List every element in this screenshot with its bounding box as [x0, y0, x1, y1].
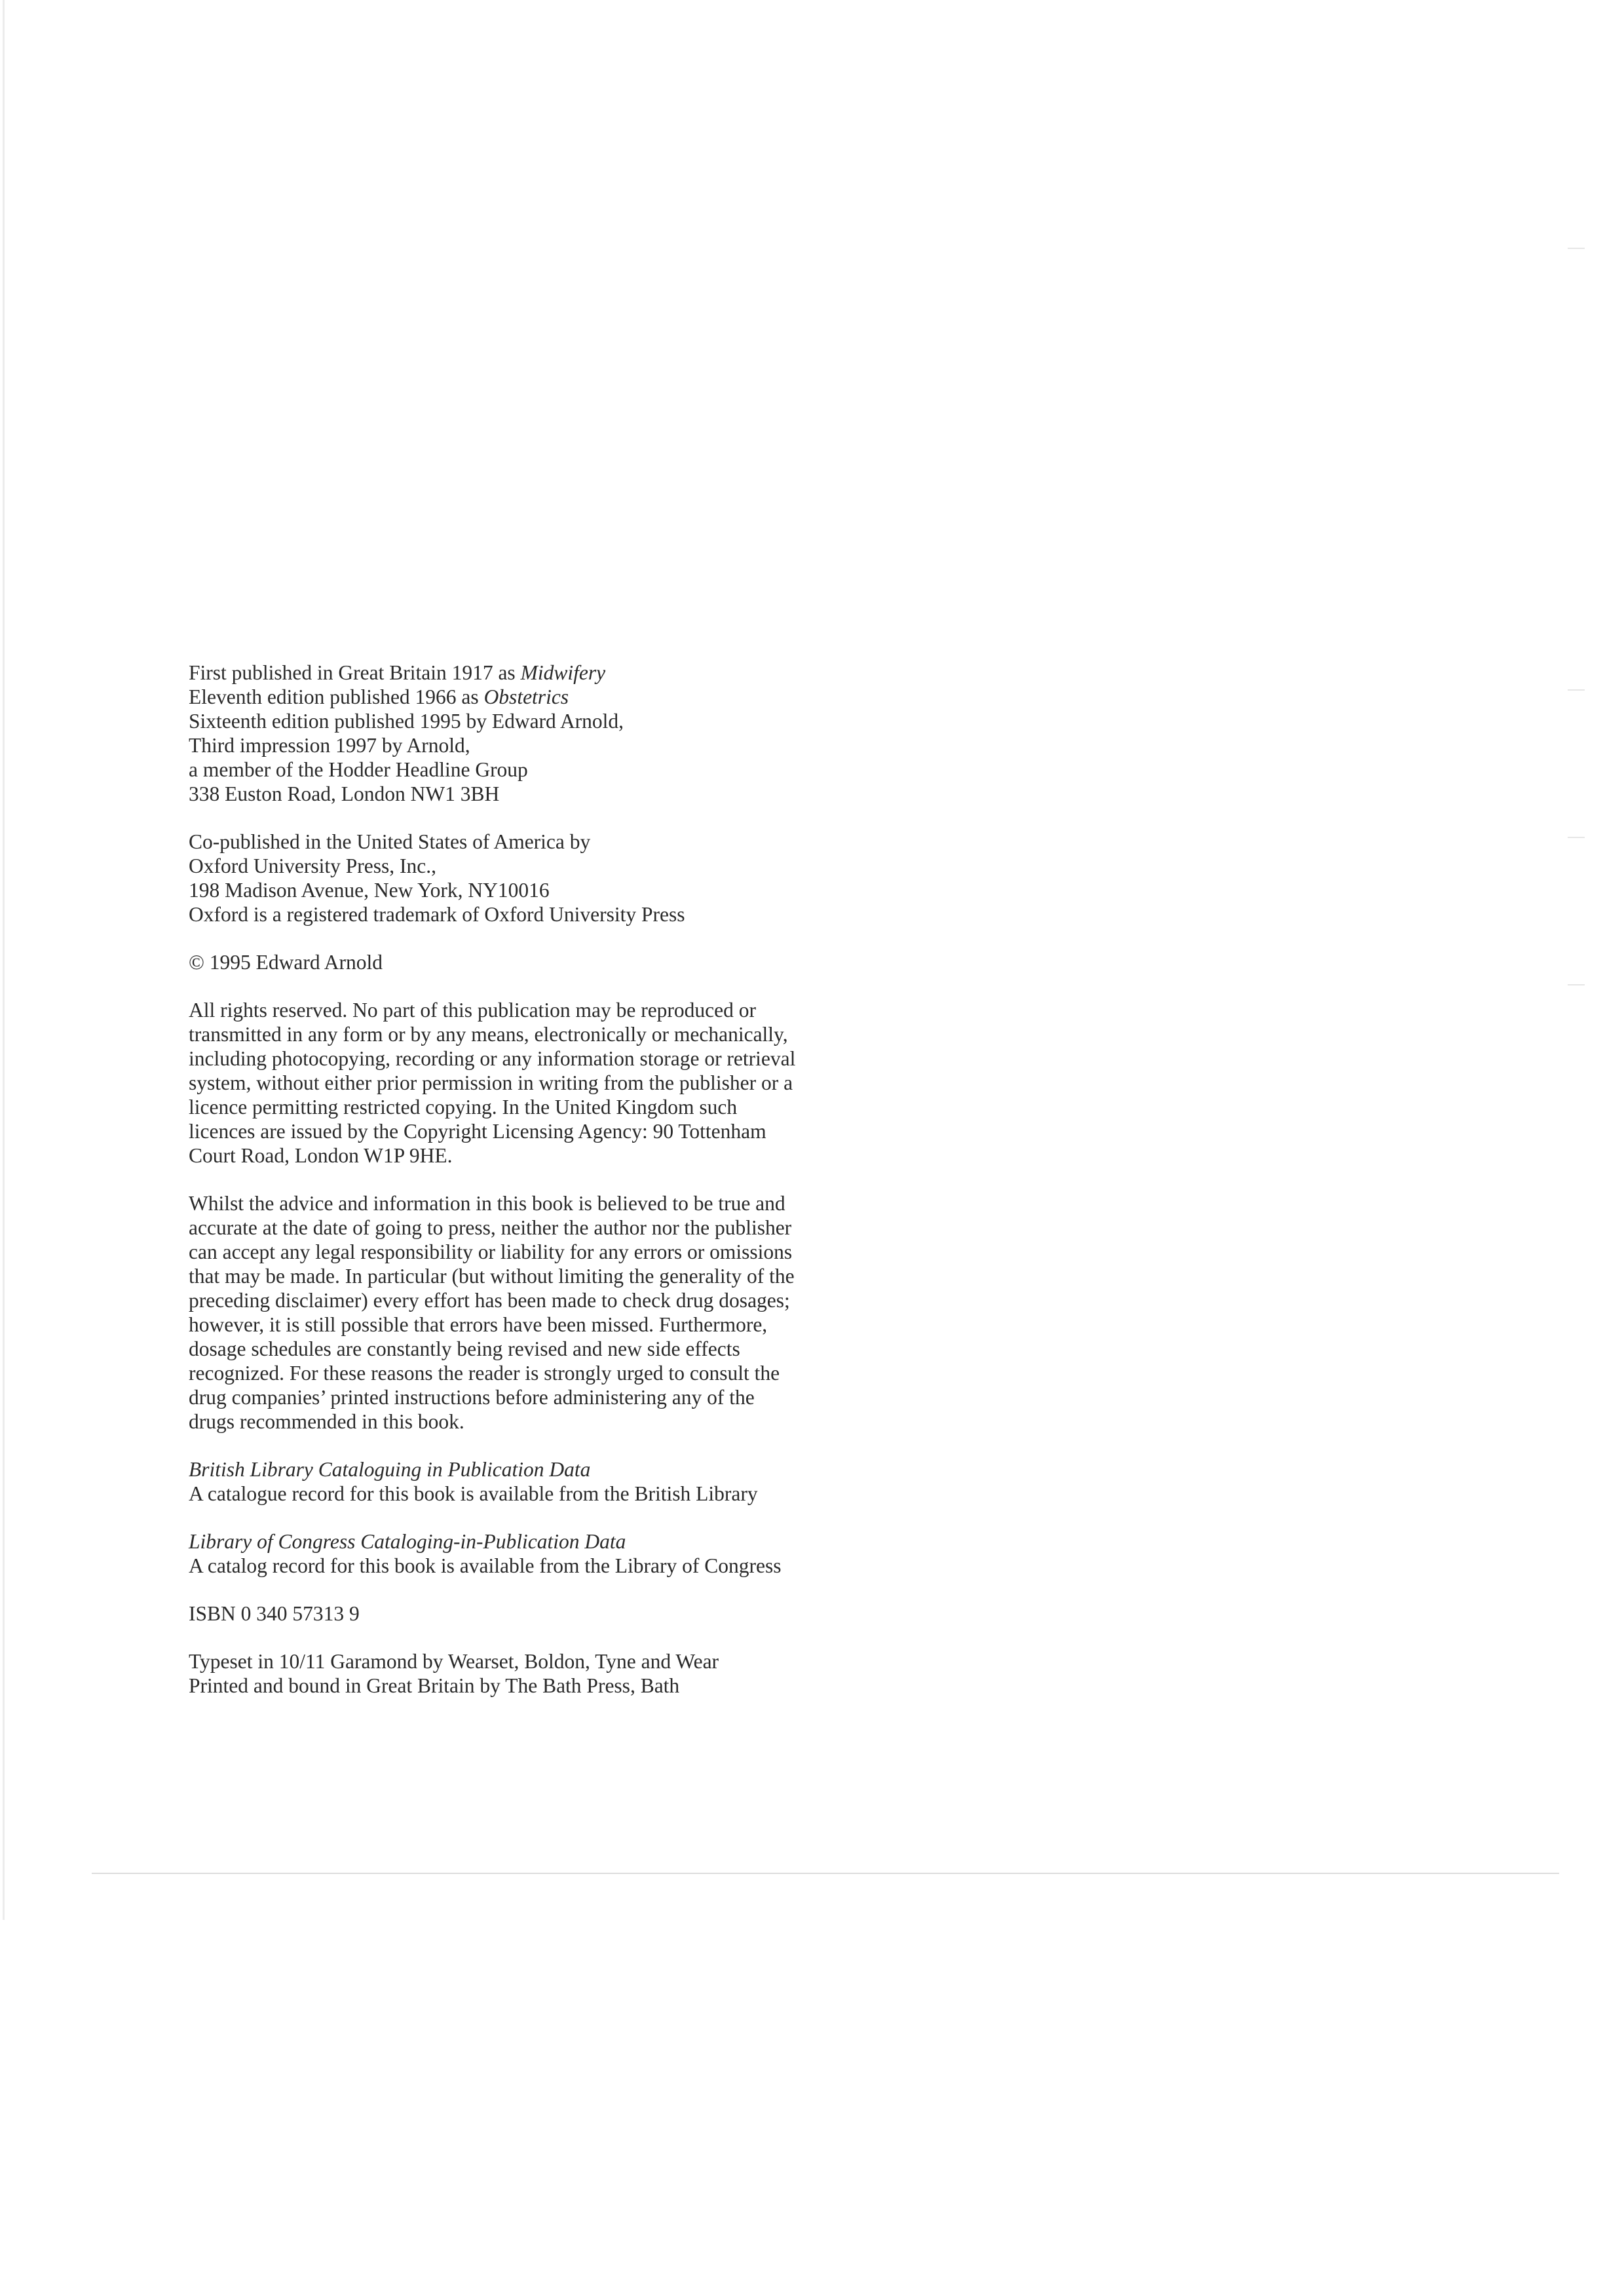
- british-library-text: A catalogue record for this book is available from the British Library: [189, 1482, 758, 1505]
- first-title: Midwifery: [520, 661, 606, 684]
- isbn-block: [189, 1601, 909, 1626]
- publishing-history: [189, 660, 909, 806]
- scan-mark: [1568, 984, 1585, 985]
- disclaimer-line: that may be made. In particular (but without limiting the generality of the: [189, 1265, 795, 1288]
- disclaimer-line: recognized. For these reasons the reader is strongly urged to consult the: [189, 1362, 780, 1385]
- bottom-rule: [92, 1873, 1559, 1874]
- publishing-history-line: First published in Great Britain 1917 as Midwifery: [189, 661, 606, 684]
- disclaimer-line: can accept any legal responsibility or liability for any errors or omissions: [189, 1240, 793, 1263]
- rights-statement: [189, 998, 909, 1168]
- publishing-history-line: Eleventh edition published 1966 as Obstetrics: [189, 685, 569, 708]
- publishing-history-line: 338 Euston Road, London NW1 3BH: [189, 782, 500, 805]
- imprint-page: [189, 660, 909, 1698]
- disclaimer-line: dosage schedules are constantly being revised and new side effects: [189, 1337, 740, 1360]
- rights-line: transmitted in any form or by any means, electronically or mechanically,: [189, 1023, 788, 1046]
- publishing-history-line: Sixteenth edition published 1995 by Edward Arnold,: [189, 710, 624, 733]
- rights-line: system, without either prior permission in writing from the publisher or a: [189, 1071, 793, 1094]
- copyright-line: © 1995 Edward Arnold: [189, 951, 383, 974]
- co-publication-line: Co-published in the United States of America by: [189, 830, 591, 853]
- rights-line: All rights reserved. No part of this publication may be reproduced or: [189, 999, 757, 1022]
- page-edge: [3, 0, 5, 1920]
- rights-line: licences are issued by the Copyright Licensing Agency: 90 Tottenham: [189, 1120, 766, 1143]
- co-publication: [189, 830, 909, 927]
- disclaimer-line: drugs recommended in this book.: [189, 1410, 464, 1433]
- library-of-congress-cip: [189, 1529, 909, 1578]
- scan-mark: [1568, 837, 1585, 838]
- copyright-notice: [189, 950, 909, 974]
- british-library-heading: British Library Cataloguing in Publication Data: [189, 1458, 591, 1481]
- scan-mark: [1568, 248, 1585, 249]
- production-credits: [189, 1649, 909, 1698]
- disclaimer-line: Whilst the advice and information in this book is believed to be true and: [189, 1192, 785, 1215]
- rights-line: Court Road, London W1P 9HE.: [189, 1144, 453, 1167]
- rights-line: licence permitting restricted copying. In the United Kingdom such: [189, 1096, 738, 1119]
- co-publication-line: 198 Madison Avenue, New York, NY10016: [189, 879, 550, 902]
- disclaimer-line: preceding disclaimer) every effort has been made to check drug dosages;: [189, 1289, 790, 1312]
- eleventh-title: Obstetrics: [483, 685, 569, 708]
- co-publication-line: Oxford is a registered trademark of Oxford University Press: [189, 903, 685, 926]
- disclaimer-line: drug companies’ printed instructions before administering any of the: [189, 1386, 755, 1409]
- disclaimer: [189, 1191, 909, 1434]
- typeset-line: Typeset in 10/11 Garamond by Wearset, Boldon, Tyne and Wear: [189, 1650, 719, 1673]
- scan-mark: [1568, 689, 1585, 691]
- co-publication-line: Oxford University Press, Inc.,: [189, 854, 436, 877]
- publishing-history-line: Third impression 1997 by Arnold,: [189, 734, 470, 757]
- british-library-cip: [189, 1457, 909, 1506]
- printed-line: Printed and bound in Great Britain by The Bath Press, Bath: [189, 1674, 680, 1697]
- library-of-congress-text: A catalog record for this book is available from the Library of Congress: [189, 1554, 782, 1577]
- disclaimer-line: accurate at the date of going to press, neither the author nor the publisher: [189, 1216, 792, 1239]
- disclaimer-line: however, it is still possible that errors have been missed. Furthermore,: [189, 1313, 768, 1336]
- isbn-line: ISBN 0 340 57313 9: [189, 1602, 360, 1625]
- library-of-congress-heading: Library of Congress Cataloging-in-Publication Data: [189, 1530, 626, 1553]
- rights-line: including photocopying, recording or any information storage or retrieval: [189, 1047, 796, 1070]
- publishing-history-line: a member of the Hodder Headline Group: [189, 758, 528, 781]
